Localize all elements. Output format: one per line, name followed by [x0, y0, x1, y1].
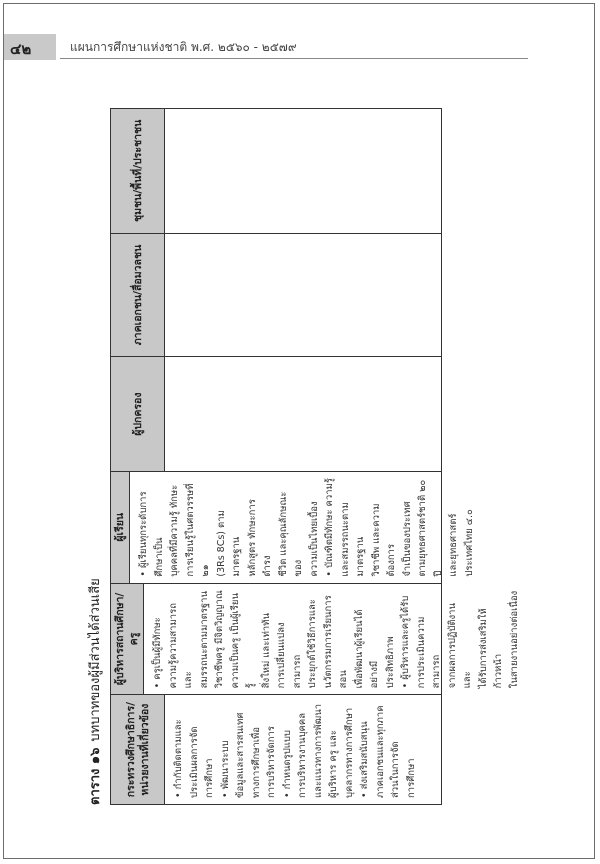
header-rule: [60, 58, 528, 59]
cell-line: • ครูเป็นผู้มีทักษะ: [152, 617, 163, 689]
cell-line: การบริหารจัดการ: [266, 726, 277, 798]
cell-line: จำเป็นของประเทศ: [401, 501, 413, 577]
table-cell: [144, 584, 528, 695]
cell-line: ความเป็นไทยเบื้อง: [308, 501, 320, 577]
cell-line: เพื่อพัฒนาผู้เรียนได้อย่างมี: [353, 609, 380, 689]
cell-line: ได้รับการส่งเสริมให้ก้าวหน้า: [477, 608, 504, 689]
cell-line: วิชาชีพ และความต้องการ: [370, 503, 397, 577]
cell-line: ประยุกต์ใช้วิธีการและ: [307, 599, 318, 689]
cell-line: • ผู้เรียนทุกระดับการศึกษาเป็น: [138, 491, 165, 577]
cell-line: ประเทศไทย ๔.๐: [463, 509, 475, 577]
header-line: ผู้เรียน: [114, 512, 126, 542]
cell-line: การศึกษา: [204, 758, 215, 798]
page-number: ๔๒: [10, 40, 32, 58]
cell-line: ประสิทธิภาพ: [384, 636, 396, 689]
table-column-parent: [111, 356, 441, 471]
table-column-community: [111, 109, 441, 233]
cell-line: การเปลี่ยนแปลง สามารถ: [276, 622, 303, 689]
table-header-cell: [111, 472, 130, 583]
cell-line: การบริหารงานบุคคล: [297, 712, 308, 798]
cell-line: วิชาชีพครู มีจิตวิญญาณ: [214, 590, 225, 689]
cell-line: (3Rs 8Cs) ตามมาตรฐาน: [215, 510, 242, 577]
cell-line: การเรียนรู้ในศตวรรษที่ ๒๑: [184, 483, 211, 577]
header-line: ชุมชน/พื้นที่/ประชาชน: [131, 119, 144, 222]
cell-line: • กำกับติดตามและ: [173, 719, 184, 798]
cell-line: ตามยุทธศาสตร์ชาติ ๒๐ ปี: [417, 479, 444, 577]
cell-line: สมรรถนะตามมาตรฐาน: [198, 590, 210, 689]
table-caption-label: ตาราง ๑๖: [88, 747, 103, 805]
running-header-title: แผนการศึกษาแห่งชาติ พ.ศ. ๒๕๖๐ - ๒๕๗๙: [70, 40, 297, 54]
header-line: ผู้ปกครอง: [131, 392, 144, 436]
cell-line: บุคลากรทางการศึกษา: [343, 707, 355, 798]
table-column-ministry: [111, 694, 441, 804]
cell-line: และแนวทางการพัฒนา: [312, 703, 324, 798]
table-column-school-admin: [111, 583, 520, 695]
table-cell-empty: [165, 357, 441, 471]
rotated-table-section: [84, 106, 520, 805]
cell-line: และสมรรถนะตามมาตรฐาน: [339, 502, 366, 577]
header-line: หน่วยงานที่เกี่ยวข้อง: [138, 703, 151, 796]
table-column-private-sector: [111, 233, 441, 357]
cell-line: หลักสูตร ทักษะการดำรง: [246, 499, 273, 577]
table-header-cell: [111, 357, 165, 471]
table-caption: [84, 578, 108, 805]
table-header-cell: [111, 584, 144, 695]
cell-line: การประเมินความสามารถ: [415, 616, 442, 689]
table-header-cell: [111, 695, 165, 804]
header-line: ภาคเอกชน/สื่อมวลชน: [131, 244, 144, 346]
table-caption-text: บทบาทของผู้มีส่วนได้ส่วนเสีย: [88, 578, 103, 742]
cell-line: ประเมินผลการจัด: [188, 726, 200, 798]
cell-line: ชีวิต และคุณลักษณะของ: [277, 491, 304, 577]
header-line: กระทรวงศึกษาธิการ/: [124, 702, 137, 798]
cell-line: • พัฒนาระบบ: [219, 740, 231, 798]
header-line: ผู้บริหารสถานศึกษา/ครู: [114, 592, 140, 686]
cell-line: • ผู้บริหารและครูได้รับ: [400, 595, 411, 689]
cell-line: สิ่งใหม่ และเท่าทัน: [260, 613, 272, 689]
cell-line: ภาคเอกชนและทุกภาค: [374, 705, 386, 798]
cell-line: จากผลการปฏิบัติงาน และ: [446, 603, 473, 689]
cell-line: การศึกษา: [405, 758, 417, 798]
cell-line: ความเป็นครู เป็นผู้เรียนรู้: [229, 593, 256, 689]
table-cell-empty: [165, 109, 441, 233]
cell-line: ส่วนในการจัด: [390, 741, 401, 798]
cell-line: ข้อมูลและสารสนเทศ: [235, 712, 246, 798]
cell-line: ทางการศึกษาเพื่อ: [250, 726, 262, 798]
stakeholder-roles-table: [110, 108, 520, 805]
table-cell: [165, 695, 441, 804]
table-cell: [130, 472, 483, 583]
cell-line: ในสายงานอย่างต่อเนื่อง: [508, 590, 520, 689]
table-header-cell: [111, 109, 165, 233]
table-column-learner: [111, 471, 475, 583]
cell-line: • กำหนดรูปแบบ: [281, 730, 293, 798]
cell-line: • บัณฑิตมีทักษะ ความรู้: [324, 478, 335, 577]
table-header-cell: [111, 234, 165, 357]
cell-line: และยุทธศาสตร์: [448, 513, 459, 577]
cell-line: ผู้บริหาร ครู และ: [328, 730, 339, 798]
cell-line: บุคคลที่มีความรู้ ทักษะ: [169, 484, 180, 577]
table-cell-empty: [165, 234, 441, 357]
cell-line: ความรู้ความสามารถและ: [167, 603, 194, 689]
cell-line: นวัตกรรมการเรียนการสอน: [322, 595, 349, 689]
cell-line: • ส่งเสริมสนับสนุน: [359, 721, 370, 798]
